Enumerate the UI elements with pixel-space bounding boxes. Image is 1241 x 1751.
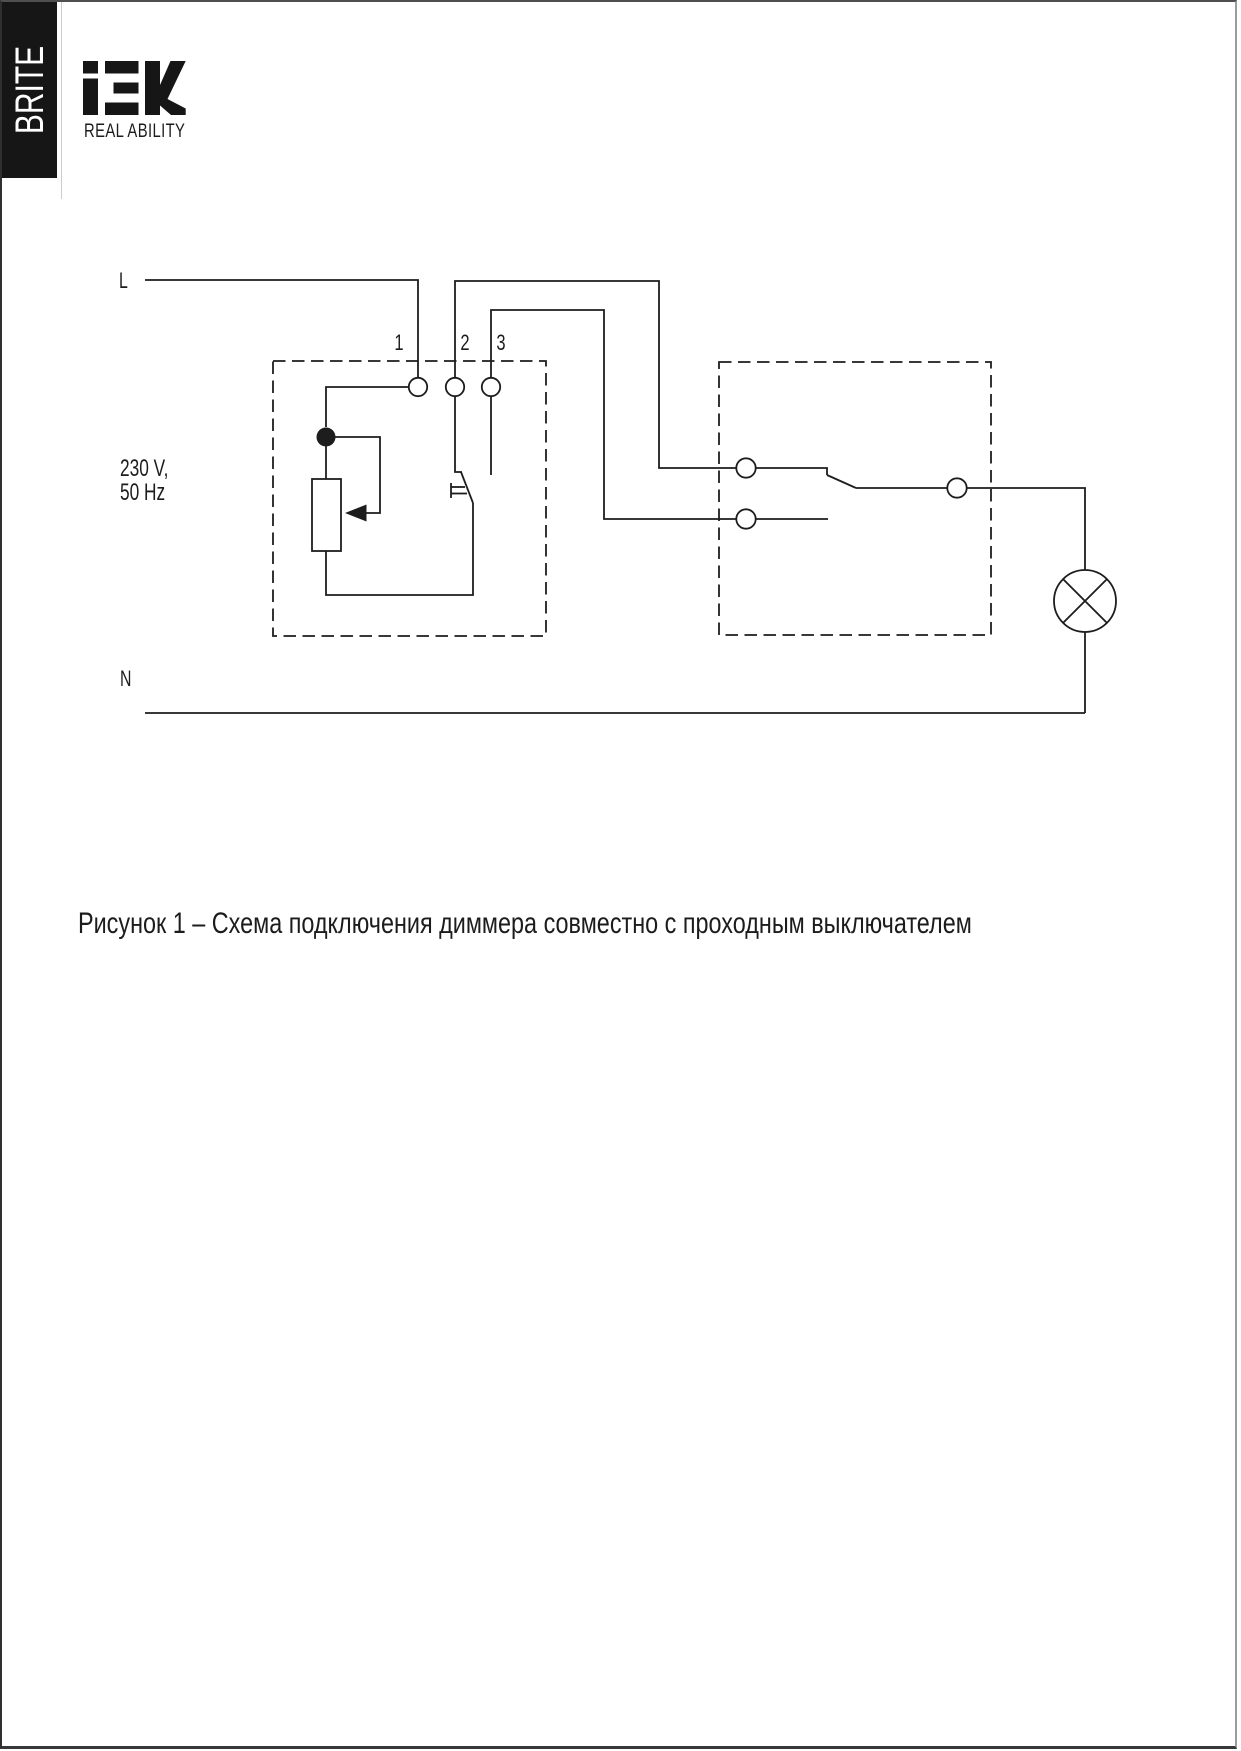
- figure-caption: Рисунок 1 – Схема подключения диммера совместно с проходным выключателем: [78, 907, 972, 940]
- terminal-label-2: 2: [460, 330, 470, 355]
- wiper-arrowhead: [345, 505, 367, 522]
- wire-pot-bottom-loop: [326, 503, 473, 595]
- supply-voltage-label: [120, 457, 168, 504]
- voltage-line-2: 50 Hz: [120, 478, 166, 506]
- potentiometer-body: [312, 479, 341, 551]
- logo-tagline: REAL ABILITY: [84, 121, 186, 142]
- push-actuator-icon: [451, 483, 467, 498]
- switch-common-circle: [947, 478, 966, 497]
- wire-terminal1-to-junction: [326, 387, 409, 427]
- lamp-icon: [1054, 570, 1116, 632]
- terminal-label-3: 3: [496, 330, 506, 355]
- terminal-label-1: 1: [394, 330, 404, 355]
- terminal-1-circle: [409, 378, 427, 396]
- wire-switch-to-lamp: [967, 488, 1085, 570]
- switch-blade: [827, 475, 856, 488]
- switch-contact-top-circle: [736, 458, 755, 477]
- line-l-label: L: [119, 268, 128, 293]
- dimmer-switch-stub: [455, 396, 462, 472]
- switch-box-outline: [719, 362, 991, 635]
- switch-contact-bottom-circle: [736, 509, 755, 528]
- voltage-line-1: 230 V,: [120, 455, 169, 482]
- wire-terminal2-to-switch: [455, 281, 736, 468]
- brite-series-label: BRITE: [7, 45, 52, 135]
- junction-dot: [317, 428, 336, 447]
- wire-terminal3-to-switch: [491, 310, 736, 519]
- wire-line-l: [145, 280, 418, 378]
- terminal-2-circle: [446, 378, 464, 396]
- terminal-3-circle: [482, 378, 500, 396]
- switch-contact-top-lead: [756, 468, 827, 475]
- neutral-n-label: N: [120, 666, 132, 691]
